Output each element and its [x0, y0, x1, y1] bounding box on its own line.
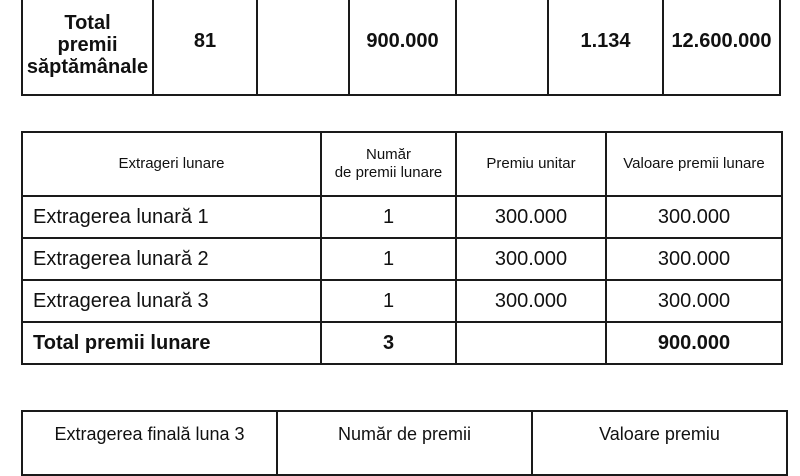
unit-prize: 300.000 — [456, 196, 606, 238]
label-line: premii — [57, 34, 118, 56]
table-row — [22, 280, 782, 322]
weekly-total-label — [22, 0, 153, 95]
header-unit-prize: Premiu unitar — [456, 132, 606, 196]
header-final-draw: Extragerea finală luna 3 — [22, 411, 277, 475]
prize-value: 300.000 — [606, 280, 782, 322]
total-unit-prize — [456, 322, 606, 364]
weekly-number-of-prizes: 81 — [153, 0, 257, 95]
weekly-prize-value: 900.000 — [349, 0, 456, 95]
header-prize-count-text: Număr de premii lunare — [334, 146, 443, 181]
prize-value: 300.000 — [606, 196, 782, 238]
header-prize-count — [321, 132, 456, 196]
weekly-total-value: 12.600.000 — [663, 0, 780, 95]
weekly-total-row — [22, 0, 780, 95]
draw-name: Extragerea lunară 1 — [22, 196, 321, 238]
draw-name: Extragerea lunară 2 — [22, 238, 321, 280]
monthly-total-row — [22, 322, 782, 364]
final-draw-table — [21, 410, 788, 476]
draw-name: Extragerea lunară 3 — [22, 280, 321, 322]
unit-prize: 300.000 — [456, 280, 606, 322]
total-prize-count: 3 — [321, 322, 456, 364]
label-line: Total — [64, 12, 111, 34]
weekly-blank-cell — [257, 0, 349, 95]
label-line: săptămânale — [26, 56, 149, 78]
total-prize-value: 900.000 — [606, 322, 782, 364]
weekly-count: 1.134 — [548, 0, 663, 95]
table-row — [22, 238, 782, 280]
weekly-total-table — [21, 0, 781, 96]
header-monthly-value: Valoare premii lunare — [606, 132, 782, 196]
prize-value: 300.000 — [606, 238, 782, 280]
prize-count: 1 — [321, 238, 456, 280]
weekly-blank-cell — [456, 0, 548, 95]
prize-count: 1 — [321, 196, 456, 238]
table-row — [22, 196, 782, 238]
total-label: Total premii lunare — [22, 322, 321, 364]
monthly-draws-table — [21, 131, 783, 365]
final-header-row — [22, 411, 787, 475]
prize-count: 1 — [321, 280, 456, 322]
header-final-prize-count: Număr de premii — [277, 411, 532, 475]
header-draw-name: Extrageri lunare — [22, 132, 321, 196]
unit-prize: 300.000 — [456, 238, 606, 280]
header-final-prize-value: Valoare premiu — [532, 411, 787, 475]
monthly-header-row — [22, 132, 782, 196]
